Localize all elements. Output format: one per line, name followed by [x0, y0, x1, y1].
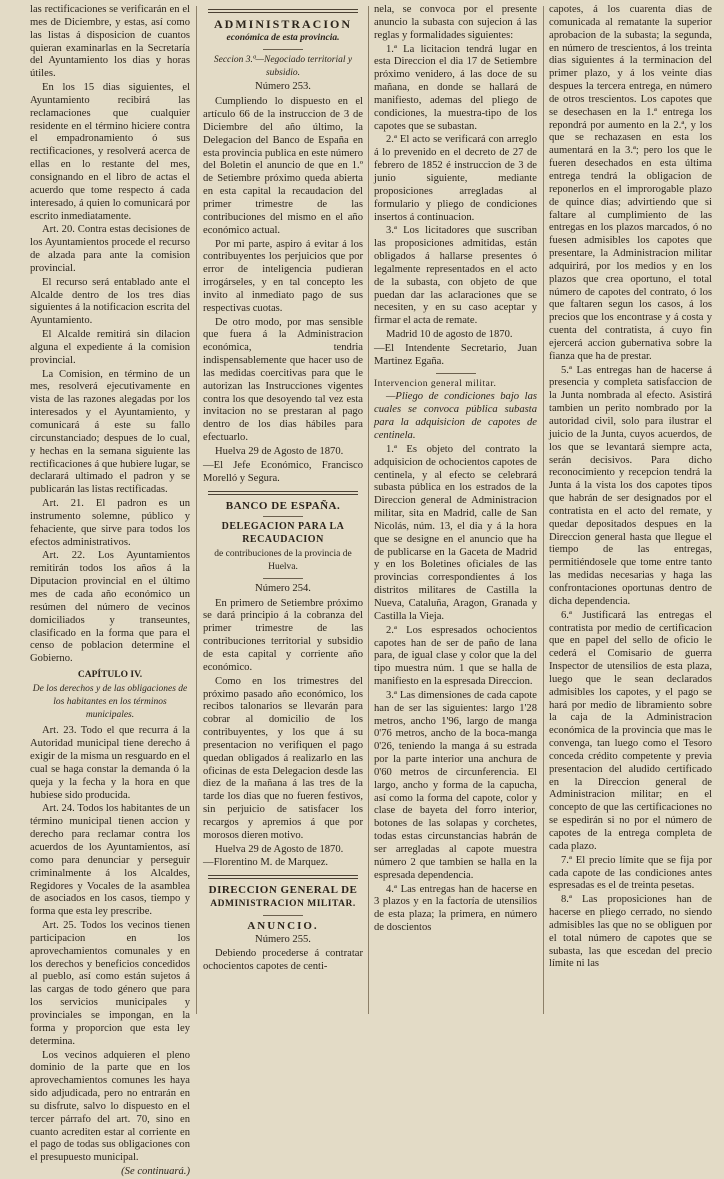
paragraph: Como en los trimestres del próximo pasado año económico, los recibos talonarios se llevarán para cobrar al domicilio de los contribuyentes, y los que á su presentacion no verifiquen el pago quedan obligados á realizarlo en las oficinas de esta Delegacion desde las diez de la mañana á las tres de la tarde los dias que no fueren festivos, sin perjuicio de satisfacer los recargos y apremios á que por morosos dieren motivo.	[203, 675, 363, 841]
item-number: Número 255.	[255, 933, 311, 945]
paragraph: 7.ª El precio límite que se fija por cada capote de las condiciones antes espresadas es el de treinta pesetas.	[549, 854, 712, 892]
paragraph: 5.ª Las entregas han de hacerse á presencia y completa satisfaccion de la Junta nombrada al efecto. Asistirá tambien un perito nombrado por la autoridad civil, solo para ilustrar el juicio de la Junta, cuyos acuerdos, de los que se levantará siempre acta, serán decisivos. Para dicho reconocimiento y recepcion tendrá la Junta á la vista los dos capotes tipos que habrán de ser designados por el contratista en el acto del remate, y quedar depositados despues en la Direccion general hasta que llegue el tiempo de las entregas, permitiéndosele que tome entre tanto las medidas necesarias y haga las confrontaciones oportunas dentro de dicha dependencia.	[549, 364, 712, 607]
item-number: Número 254.	[255, 582, 311, 594]
paragraph: 1.ª La licitacion tendrá lugar en esta Direccion el dia 17 de Setiembre próximo venidero, á las doce de su mañana, en donde se hallará de manifiesto, ademas del pliego de condiciones, la muestra-tipo de los capotes que se subastan.	[374, 43, 537, 132]
date-line: Huelva 29 de Agosto de 1870.	[215, 446, 344, 457]
date-line: Huelva 29 de Agosto de 1870.	[215, 843, 344, 855]
direccion-subheading: ADMINISTRACION MILITAR.	[210, 899, 356, 910]
paragraph: 2.ª Los espresados ochocientos capotes han de ser de paño de lana para, de igual clase y color que la del tipo muestra núm. 1 que se halla de manifiesto en la espresada Direccion.	[374, 624, 537, 688]
column-rule	[543, 6, 544, 1014]
column-rule	[368, 6, 369, 1014]
paragraph: Debiendo procederse á contratar ochocientos capotes de centi-	[203, 947, 363, 972]
chapter-title: CAPÍTULO IV.	[77, 670, 143, 681]
column-1	[30, 4, 190, 1178]
signature: —El Intendente Secretario, Juan Martinez Egaña.	[374, 342, 537, 367]
column-2	[203, 4, 363, 1019]
date-line: Madrid 10 de agosto de 1870.	[386, 329, 513, 341]
paragraph: 3.ª Los licitadores que suscriban las proposiciones admitidas, están obligados á hallarse presentes ó legalmente representados en el acto de la subasta, con objeto de que puedan dar las aclaraciones que se necesiten, y en su caso aceptar y firmar el acta de remate.	[374, 225, 537, 327]
header-rule	[208, 9, 358, 13]
intervencion-heading: Intervencion general militar.	[374, 378, 497, 389]
paragraph: Art. 23. Todo el que recurra á la Autoridad municipal tiene derecho á exigir de la misma un resguardo en el cual se haga constar la demanda ó la queja y la fecha y la hora en que hubiese sido producida.	[30, 725, 190, 801]
divider	[436, 373, 476, 374]
paragraph: Los vecinos adquieren el pleno dominio de la parte que en los aprovechamientos comunes les haya sido adjudicada, pero no entrarán en su disfrute, salvo lo dispuesto en el tercer párrafo del art. 70, sino en cuanto acrediten estar al corriente en el pago de todas sus obligaciones con el presupuesto municipal.	[30, 1049, 190, 1164]
paragraph: De otro modo, por mas sensible que fuera á la Administracion económica, tendria indispensablemente que hacer uso de las medidas coercitivas para que le autorizan las Instrucciones vigentes contra los que desoyendo tal vez esta invitacion no se prestaran al pago dentro de los dias hábiles para efectuarlo.	[203, 316, 363, 444]
divider	[263, 49, 303, 50]
intervencion-title: —Pliego de condiciones bajo las cuales se convoca pública subasta para la adquisicion de capotes de centinela.	[374, 391, 537, 441]
divider	[263, 578, 303, 579]
column-4	[549, 4, 712, 1019]
divider	[208, 491, 358, 495]
paragraph: El recurso será entablado ante el Alcalde dentro de los tres dias siguientes á la notificacion escrita del Ayuntamiento.	[30, 276, 190, 327]
item-number: Número 253.	[255, 81, 311, 93]
paragraph: En los 15 dias siguientes, el Ayuntamiento recibirá las reclamaciones que cualquier residente en el término hiciere contra el empadronamiento ó sus rectificaciones, y resolverá acerca de ellas en lo restante del mes, consignando en el libro de actas el acuerdo que tome respecto á cada interesado, á quien lo comunicará por escrito inmediatamente.	[30, 82, 190, 222]
paragraph: Por mi parte, aspiro á evitar á los contribuyentes los perjuicios que por error de inteligencia pudieran irrogárseles, y en tal concepto les invito al inmediato pago de sus respectivas cuotas.	[203, 238, 363, 314]
paragraph: Art. 20. Contra estas decisiones de los Ayuntamientos procede el recurso de alzada para ante la comision provincial.	[30, 224, 190, 274]
paragraph: La Comision, en término de un mes, resolverá ejecutivamente en vista de las razones alegadas por los interesados y el Ayuntamiento, y comunicará á este su fallo circunstanciado; despues de lo cual, y hechas en la semana siguiente las rectificaciones á que hubiere lugar, se declarará ultimado el padron y se publicarán las listas rectificadas.	[30, 368, 190, 496]
section-label: Seccion 3.ª—Negociado territorial y subsidio.	[213, 54, 353, 78]
paragraph: 8.ª Las proposiciones han de hacerse en pliego cerrado, no siendo admisibles las que no se obliguen por el total número de capotes que se subasta, las que escedan del precio límite ni las	[549, 894, 712, 970]
signature: —El Jefe Económico, Francisco Morelló y Segura.	[203, 459, 363, 484]
paragraph: Art. 21. El padron es un instrumento solemne, público y fehaciente, que sirve para todos los efectos administrativos.	[30, 498, 190, 548]
paragraph: Art. 25. Todos los vecinos tienen participacion en los aprovechamientos comunales y en los derechos y beneficios concedidos al pueblo, así como están sujetos á las cargas de todo género que para los servicios municipales y provinciales se impongan, en la forma y proporcion que esta ley determina.	[30, 920, 190, 1047]
paragraph: El Alcalde remitirá sin dilacion alguna el expediente á la comision provincial.	[30, 329, 190, 366]
section-subheading: económica de esta provincia.	[226, 32, 340, 43]
column-3	[374, 4, 537, 1019]
paragraph: las rectificaciones se verificarán en el mes de Diciembre, y estas, así como las listas á disposicion de cuantos quieran examinarlas en la Secretaría del Ayuntamiento los dias y horas útiles.	[30, 4, 190, 80]
divider	[263, 915, 303, 916]
delegation-subheading: de contribuciones de la provincia de Huelva.	[214, 549, 352, 572]
paragraph: Art. 24. Todos los habitantes de un término municipal tienen accion y derecho para reclamar contra los acuerdos de los Ayuntamientos, así como para denunciar y perseguir criminalmente á los Alcaldes, Regidores y Vocales de la asamblea de asociados en los casos, tiempo y forma que esta ley prescribe.	[30, 803, 190, 918]
paragraph: nela, se convoca por el presente anuncio la subasta con sujecion á las reglas y formalidades siguientes:	[374, 4, 537, 41]
section-heading: ADMINISTRACION	[213, 17, 352, 31]
paragraph: En primero de Setiembre próximo se dará principio á la cobranza del primer trimestre de las contribuciones territorial y subsidio de esta capital y corriente año económico.	[203, 597, 363, 673]
continuation-note: (Se continuará.)	[121, 1166, 190, 1178]
bank-heading: BANCO DE ESPAÑA.	[225, 499, 341, 512]
paragraph: capotes, á los cuarenta dias de comunicada al rematante la superior aprobacion de la subasta; la segunda, en número de trescientos, á los treinta dias siguientes á la terminacion del primer plazo, y á los veinte dias despues la tercera entrega, en número de otros trescientos. Los capotes que se desechasen en la 1.ª entrega los repondrá por aumento en la 2.ª, y los que se rechazasen en esta los aumentará en la 3.ª; pero los que le fueren desechados en esta última entrega tendrá la obligacion de reponerlos en el improrogable plazo de quince dias; advirtiendo que si faltare al cumplimiento de las entregas en los plazos marcados, ó no fuesen admisibles los capotes que presentare, la Administracion militar adquirirá, por los medios y en los plazos que crea oportuno, el total número de capotes del contrato, ó los que faltaren segun los casos, á los precios que los encontrase y á costa y cuenta del contratista, á cuyo fin ejercerá accion gubernativa sobre la fianza que ha de prestar.	[549, 4, 712, 362]
paragraph: 4.ª Las entregas han de hacerse en 3 plazos y en la factoría de utensilios de esta plaza; la primera, en número de doscientos	[374, 883, 537, 934]
direccion-heading: DIRECCION GENERAL DE	[208, 884, 358, 897]
paragraph: Art. 22. Los Ayuntamientos remitirán todos los años á la Diputacion provincial en el último mes de cada año económico un resúmen del número de vecinos domiciliados y transeuntes, clasificado en la forma que para el censo de poblacion determine el Gobierno.	[30, 550, 190, 665]
delegation-heading: DELEGACION PARA LA RECAUDACION	[221, 521, 345, 546]
signature: —Florentino M. de Marquez.	[203, 857, 329, 869]
column-rule	[196, 6, 197, 1014]
chapter-subtitle: De los derechos y de las obligaciones de los habitantes en los términos municipales.	[32, 683, 188, 720]
paragraph: 3.ª Las dimensiones de cada capote han de ser las siguientes: largo 1'28 metros, ancho 1'96, largo de manga 0'76 metros, ancho de la boca-manga 0'26, teniendo la manga á su estrada por la parte interior una anchura de 0'60 metros de circunferencia. El largo, ancho y forma de la capucha, así como la forma del capote, color y clase de bayeta del forro interior, botones de las solapas y corchetes, todas estas circunstancias habrán de ser arregladas al capote muestra número 2 que tambien se halla en la espresada dependencia.	[374, 689, 537, 881]
paragraph: 6.ª Justificará las entregas el contratista por medio de certificacion que en papel del sello de oficio le cederá el Comisario de guerra Inspector de utensilios de esta plaza, luego que le sean declarados admisibles los capotes, y el pago se hará por medio de libramiento sobre la caja de la Administracion económica de la provincia que mas le convenga, tan luego como el Tesoro conceda crédito competente y previa presentacion del aludido certificado en la Direccion general de Administracion militar; en el concepto de que las certificaciones no se espedirán si no por el número de capotes de la entrega completa de cada plazo.	[549, 609, 712, 852]
paragraph: 1.ª Es objeto del contrato la adquisicion de ochocientos capotes de centinela, y al efecto se celebrará subasta pública en los estrados de la Direccion general de Administracion militar, sita en Madrid, calle de San Nicolás, núm. 13, el dia y á la hora que se designe en el anuncio que ha de publicarse en la Gaceta de Madrid y en los Boletines oficiales de las provincias correspondientes á los distritos militares de Castilla la Nueva, Cataluña, Aragon, Granada y Castilla la Vieja.	[374, 443, 537, 622]
anuncio-heading: ANUNCIO.	[247, 920, 319, 932]
paragraph: 2.ª El acto se verificará con arreglo á lo prevenido en el decreto de 27 de febrero de 1852 é instruccion de 3 de junio siguiente, mediante proposiciones arregladas al formulario y pliego de condiciones insertos á continuacion.	[374, 134, 537, 223]
paragraph: Cumpliendo lo dispuesto en el artículo 66 de la instruccion de 3 de Diciembre del año último, la Delegacion del Banco de España en esta provincia publica en este número del Boletin el anuncio de que en 1.º de Setiembre próximo queda abierta en esta capital la recaudacion del primer trimestre de las contribuciones del mismo en el año económico actual.	[203, 96, 363, 236]
divider	[208, 875, 358, 879]
divider	[263, 516, 303, 517]
